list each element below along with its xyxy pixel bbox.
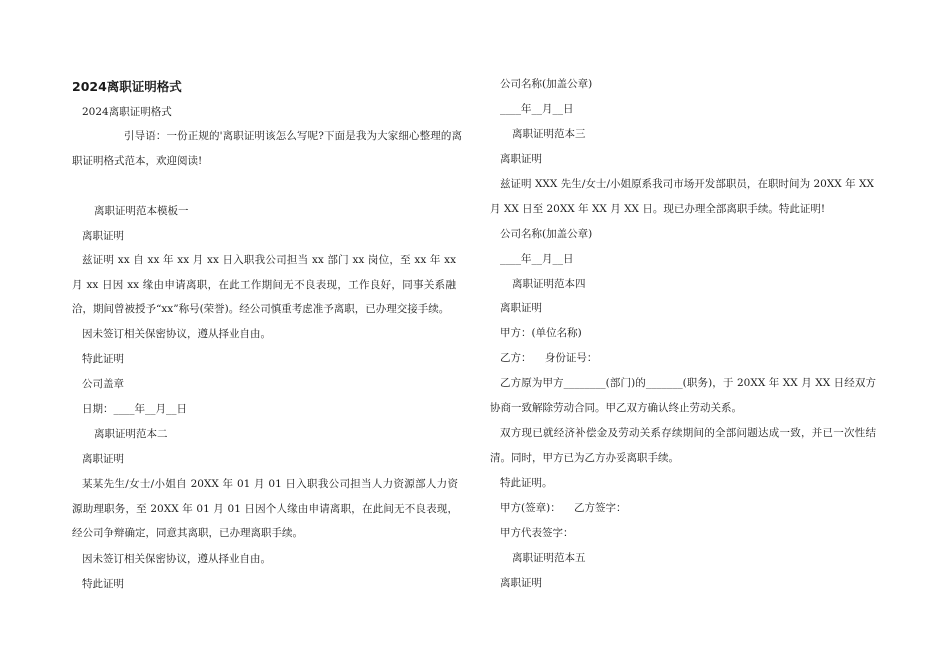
hereby-certify-2: 特此证明	[82, 578, 124, 590]
section-heading-3: 离职证明范本三	[512, 128, 586, 140]
termination-paragraph: 乙方原为甲方________(部门)的_______(职务)，于 20XX 年 XX 月 XX 日经双方协商一致解除劳动合同。甲乙双方确认终止劳动关系。	[490, 377, 876, 414]
section-heading-1: 离职证明范本模板一	[94, 205, 189, 217]
certificate-body-2: 某某先生/女士/小姐自 20XX 年 01 月 01 日入职我公司担当人力资源部人力资源助理职务，至 20XX 年 01 月 01 日因个人缘由申请离职，在此间无不良表现，经公司争辩确定，同意其离职，已办理离职手续。	[72, 478, 458, 539]
date-line-2: ____年__月__日	[500, 103, 574, 115]
party-b-line: 乙方： 身份证号：	[500, 352, 598, 364]
confidentiality-note-1: 因未签订相关保密协议，遵从择业自由。	[82, 328, 271, 340]
certificate-heading-5: 离职证明	[500, 577, 542, 589]
document-title: 2024离职证明格式	[72, 79, 182, 94]
certificate-heading-1: 离职证明	[82, 230, 124, 242]
party-a-line: 甲方：(单位名称)	[500, 327, 582, 339]
certificate-body-3: 兹证明 XXX 先生/女士/小姐原系我司市场开发部职员，在职时间为 20XX 年 XX 月 XX 日至 20XX 年 XX 月 XX 日。现已办理全部离职手续。特此证明!	[490, 178, 874, 215]
hereby-certify-3: 特此证明。	[500, 477, 553, 489]
intro-paragraph: 引导语：一份正规的'离职证明该怎么写呢?下面是我为大家细心整理的离职证明格式范本，欢迎阅读!	[72, 130, 462, 167]
certificate-body-1: 兹证明 xx 自 xx 年 xx 月 xx 日入职我公司担当 xx 部门 xx 岗位，至 xx 年 xx 月 xx 日因 xx 缘由申请离职，在此工作期间无不良表现，工作良好，同事关系融洽，期间曾被授予“xx”称号(荣誉)。经公司慎重考虑准予离职，已办理交接手续。	[72, 254, 456, 315]
signatures-line: 甲方(签章)： 乙方签字：	[500, 502, 627, 514]
settlement-paragraph: 双方现已就经济补偿金及劳动关系存续期间的全部问题达成一致，并已一次性结清。同时，甲方已为乙方办妥离职手续。	[490, 427, 876, 464]
company-name-seal-2: 公司名称(加盖公章)	[500, 228, 593, 240]
section-heading-2: 离职证明范本二	[94, 428, 168, 440]
certificate-heading-2: 离职证明	[82, 453, 124, 465]
date-line-3: ____年__月__日	[500, 253, 574, 265]
section-heading-4: 离职证明范本四	[512, 278, 586, 290]
company-name-seal-1: 公司名称(加盖公章)	[500, 78, 593, 90]
company-seal-1: 公司盖章	[82, 378, 124, 390]
hereby-certify-1: 特此证明	[82, 353, 124, 365]
date-line-1: 日期：____年__月__日	[82, 403, 187, 415]
certificate-heading-4: 离职证明	[500, 302, 542, 314]
party-a-representative-line: 甲方代表签字：	[500, 527, 574, 539]
section-heading-5: 离职证明范本五	[512, 552, 586, 564]
confidentiality-note-2: 因未签订相关保密协议，遵从择业自由。	[82, 553, 271, 565]
certificate-heading-3: 离职证明	[500, 153, 542, 165]
subtitle: 2024离职证明格式	[82, 106, 172, 118]
